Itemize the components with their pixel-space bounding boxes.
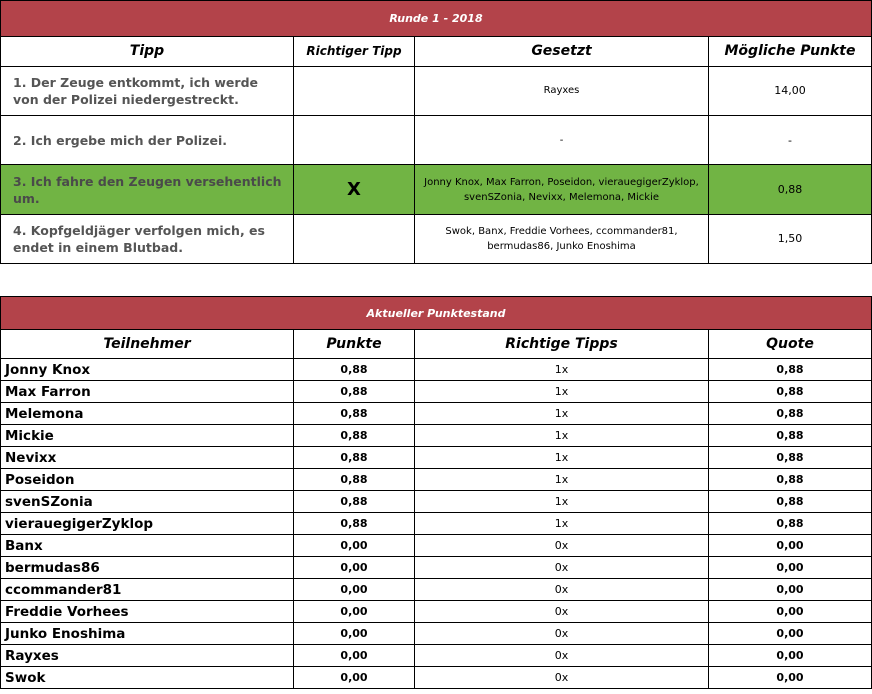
option-punkte: 1,50	[709, 214, 872, 263]
participant-quote: 0,88	[709, 359, 872, 381]
participant-name: Mickie	[1, 425, 294, 447]
participant-punkte: 0,00	[294, 623, 415, 645]
option-correct	[294, 116, 415, 165]
participant-name: Melemona	[1, 403, 294, 425]
option-row	[1, 116, 872, 165]
participant-punkte: 0,00	[294, 579, 415, 601]
table-row	[1, 513, 872, 535]
standings-header-row	[1, 330, 872, 359]
participant-name: Jonny Knox	[1, 359, 294, 381]
participant-name: Max Farron	[1, 381, 294, 403]
participant-punkte: 0,88	[294, 425, 415, 447]
participant-punkte: 0,88	[294, 513, 415, 535]
participant-richtige-tipps: 0x	[415, 667, 709, 689]
table-row	[1, 601, 872, 623]
participant-name: Nevixx	[1, 447, 294, 469]
participant-name: Swok	[1, 667, 294, 689]
option-gesetzt: Rayxes	[415, 66, 709, 115]
participant-richtige-tipps: 0x	[415, 623, 709, 645]
table-row	[1, 645, 872, 667]
table-row	[1, 447, 872, 469]
participant-richtige-tipps: 0x	[415, 535, 709, 557]
table-row	[1, 491, 872, 513]
participant-richtige-tipps: 1x	[415, 403, 709, 425]
participant-punkte: 0,00	[294, 535, 415, 557]
round-table	[0, 0, 872, 264]
participant-name: ccommander81	[1, 579, 294, 601]
option-punkte: 14,00	[709, 66, 872, 115]
option-correct	[294, 66, 415, 115]
standings-body	[1, 359, 872, 689]
participant-quote: 0,00	[709, 557, 872, 579]
table-row	[1, 579, 872, 601]
option-gesetzt: Jonny Knox, Max Farron, Poseidon, vierauegigerZyklop, svenSZonia, Nevixx, Melemona, Mickie	[415, 165, 709, 214]
standings-title: Aktueller Punktestand	[1, 297, 872, 330]
header-teilnehmer: Teilnehmer	[1, 330, 294, 359]
round-title: Runde 1 - 2018	[1, 1, 872, 37]
participant-punkte: 0,00	[294, 667, 415, 689]
option-tipp: 1. Der Zeuge entkommt, ich werde von der Polizei niedergestreckt.	[1, 66, 294, 115]
participant-name: bermudas86	[1, 557, 294, 579]
participant-name: Rayxes	[1, 645, 294, 667]
participant-name: vierauegigerZyklop	[1, 513, 294, 535]
participant-quote: 0,00	[709, 601, 872, 623]
participant-quote: 0,88	[709, 469, 872, 491]
table-row	[1, 535, 872, 557]
option-row	[1, 66, 872, 115]
option-row-correct	[1, 165, 872, 214]
participant-richtige-tipps: 0x	[415, 601, 709, 623]
participant-quote: 0,88	[709, 403, 872, 425]
option-row	[1, 214, 872, 263]
participant-quote: 0,88	[709, 447, 872, 469]
option-punkte: 0,88	[709, 165, 872, 214]
participant-quote: 0,88	[709, 425, 872, 447]
table-row	[1, 425, 872, 447]
participant-punkte: 0,88	[294, 359, 415, 381]
table-row	[1, 359, 872, 381]
participant-richtige-tipps: 1x	[415, 359, 709, 381]
participant-richtige-tipps: 0x	[415, 579, 709, 601]
participant-quote: 0,00	[709, 535, 872, 557]
participant-richtige-tipps: 1x	[415, 447, 709, 469]
header-gesetzt: Gesetzt	[415, 36, 709, 66]
option-punkte: -	[709, 116, 872, 165]
participant-punkte: 0,88	[294, 381, 415, 403]
participant-richtige-tipps: 1x	[415, 425, 709, 447]
table-row	[1, 667, 872, 689]
participant-richtige-tipps: 1x	[415, 513, 709, 535]
header-moegliche-punkte: Mögliche Punkte	[709, 36, 872, 66]
option-gesetzt: Swok, Banx, Freddie Vorhees, ccommander81, bermudas86, Junko Enoshima	[415, 214, 709, 263]
participant-richtige-tipps: 0x	[415, 557, 709, 579]
participant-quote: 0,00	[709, 623, 872, 645]
participant-quote: 0,88	[709, 381, 872, 403]
round-header-row	[1, 36, 872, 66]
header-richtiger-tipp: Richtiger Tipp	[294, 36, 415, 66]
option-correct	[294, 214, 415, 263]
option-tipp: 4. Kopfgeldjäger verfolgen mich, es endet in einem Blutbad.	[1, 214, 294, 263]
table-row	[1, 403, 872, 425]
participant-richtige-tipps: 1x	[415, 381, 709, 403]
table-row	[1, 381, 872, 403]
participant-richtige-tipps: 1x	[415, 469, 709, 491]
participant-name: Junko Enoshima	[1, 623, 294, 645]
participant-punkte: 0,88	[294, 447, 415, 469]
participant-quote: 0,88	[709, 491, 872, 513]
participant-name: Poseidon	[1, 469, 294, 491]
header-tipp: Tipp	[1, 36, 294, 66]
standings-table	[0, 296, 872, 689]
participant-punkte: 0,88	[294, 491, 415, 513]
option-correct-mark: X	[294, 165, 415, 214]
participant-richtige-tipps: 0x	[415, 645, 709, 667]
participant-quote: 0,88	[709, 513, 872, 535]
participant-punkte: 0,00	[294, 645, 415, 667]
header-richtige-tipps: Richtige Tipps	[415, 330, 709, 359]
participant-richtige-tipps: 1x	[415, 491, 709, 513]
participant-punkte: 0,88	[294, 403, 415, 425]
participant-quote: 0,00	[709, 645, 872, 667]
participant-name: Freddie Vorhees	[1, 601, 294, 623]
participant-punkte: 0,00	[294, 601, 415, 623]
participant-name: Banx	[1, 535, 294, 557]
participant-quote: 0,00	[709, 667, 872, 689]
option-tipp: 2. Ich ergebe mich der Polizei.	[1, 116, 294, 165]
option-gesetzt: -	[415, 116, 709, 165]
table-row	[1, 469, 872, 491]
table-row	[1, 557, 872, 579]
participant-quote: 0,00	[709, 579, 872, 601]
option-tipp: 3. Ich fahre den Zeugen versehentlich um.	[1, 165, 294, 214]
participant-punkte: 0,00	[294, 557, 415, 579]
header-punkte: Punkte	[294, 330, 415, 359]
table-row	[1, 623, 872, 645]
header-quote: Quote	[709, 330, 872, 359]
participant-name: svenSZonia	[1, 491, 294, 513]
participant-punkte: 0,88	[294, 469, 415, 491]
